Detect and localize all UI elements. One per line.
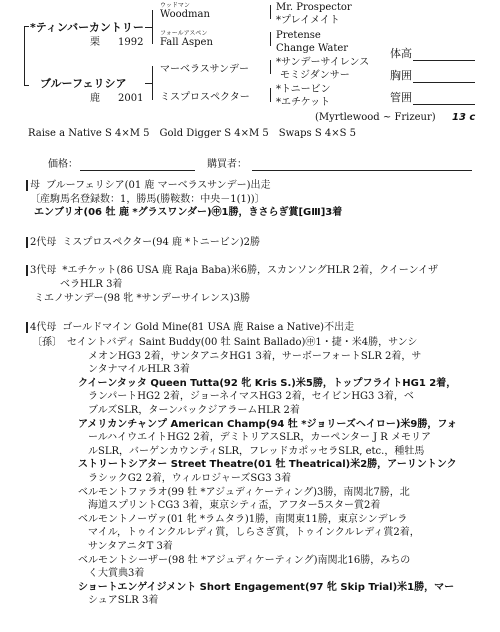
section-line: ールハイウエイトHG2 2着，デミトリアスSLR，カーペンター J R メモリア (88, 432, 432, 444)
buyer-field[interactable] (252, 170, 472, 171)
bracket-line (270, 5, 271, 19)
section-line: ミスプロスペクター(94 鹿 *トニービン)2勝 (62, 237, 261, 248)
price-label: 価格： (48, 159, 78, 170)
bracket-line (270, 32, 271, 46)
buyer-label: 購買者： (207, 159, 247, 170)
g3-item: *プレイメイト (276, 15, 340, 26)
g3-item: *トニービン (276, 84, 331, 95)
price-field[interactable] (80, 170, 195, 171)
sire-sire-ruby: ウッドマン (160, 2, 190, 9)
g3-item: Change Water (276, 43, 349, 54)
section-line: メオンHG3 2着，サンタアニタHG1 3着，サーボーフォートSLR 2着，サ (88, 350, 422, 362)
bracket-line (24, 26, 25, 86)
sire-sire-name: Woodman (160, 9, 210, 20)
section-line: ショートエンゲイジメント Short Engagement(97 牝 Skip Trial)米1勝，マー (78, 581, 455, 593)
section-line: く大賞典3着 (88, 568, 145, 580)
cannon-field[interactable] (413, 104, 475, 105)
bracket-line (24, 85, 29, 86)
section-line: ストリートシアター Street Theatre(01 牡 Theatrical)米2勝，アーリントンク (78, 459, 457, 471)
section-line: エンブリオ(06 牡 鹿 *グラスワンダー)㊥1勝，きさらぎ賞[GⅢ]3着 (34, 207, 343, 218)
pedigree-extra: (Myrtlewood ~ Frizeur) (315, 112, 436, 123)
bracket-line (270, 60, 271, 74)
section-line: ブルズSLR，ターンバックジアラームHLR 2着 (88, 405, 300, 416)
section-line: アメリカンチャンプ American Champ(94 牡 *ジョリーズヘイロー)米9勝，フォ (78, 418, 457, 430)
girth-label: 胸囲 (390, 69, 412, 82)
g3-item: Pretense (276, 30, 321, 41)
section-line: ゴールドマイン Gold Mine(81 USA 鹿 Raise a Native)不出走 (62, 322, 355, 333)
bracket-line (152, 66, 153, 100)
sire-name: *ティンバーカントリー (30, 21, 144, 34)
sire-color: 栗 (90, 37, 100, 48)
cannon-label: 管囲 (390, 91, 412, 104)
g3-item: *エチケット (276, 97, 331, 108)
section-label: 4代母 (26, 322, 56, 333)
section-line: 〔産駒馬名登録数：1，勝馬(勝鞍数：中央－1(1))〕 (30, 194, 265, 205)
section-line: ベルモントファラオ(99 牡 *アジュディケーティング)3勝，南関北7勝，北 (78, 486, 410, 498)
section-line: ベルモントシーザー(98 牡 *アジュディケーティング)南関北16勝，みちの (78, 554, 411, 566)
g3-item: Mr. Prospector (276, 2, 352, 13)
bracket-line (270, 88, 271, 102)
section-2nd-dam (26, 238, 260, 248)
sire-dam-ruby: フォールアスペン (160, 30, 208, 37)
section-line: *エチケット(86 USA 鹿 Raja Baba)米6勝，スカンソングHLR 2着，クイーンイザ (62, 265, 439, 276)
g3-item: *サンデーサイレンス (276, 57, 370, 68)
section-label: 3代母 (26, 265, 56, 276)
dam-name: ブルーフェリシア (40, 77, 127, 90)
section-line: ベルモントノーヴァ(01 牝 *ラムタラ)1勝，南関東11勝，東京シンデレラ (78, 513, 408, 525)
section-line: サンタアニタT 3着 (88, 541, 173, 552)
bracket-line (145, 83, 152, 84)
section-line: 〔孫〕 セイントバディ Saint Buddy(00 牡 Saint Ballado)㊥1・捷・米4勝，サンシ (32, 337, 418, 348)
sire-year: 1992 (118, 37, 144, 48)
section-line: ラシックG2 2着，ウィルロジャーズSG3 3着 (88, 473, 292, 484)
girth-field[interactable] (413, 82, 475, 83)
dam-dam-name: ミスプロスペクター (160, 92, 250, 103)
section-line: ンタナマイルHLR 3着 (88, 364, 190, 376)
section-label: 母 (26, 180, 40, 191)
dam-color: 鹿 (90, 93, 100, 104)
section-line: ミエノサンデー(98 牝 *サンデーサイレンス)3勝 (34, 293, 250, 304)
height-label: 体高 (390, 47, 412, 60)
bracket-line (24, 26, 29, 27)
section-line: ベラHLR 3着 (60, 279, 123, 290)
family-number: 13 c (452, 112, 476, 123)
section-line: ルSLR，バーゲンカウンティSLR，フレッドカポッセラSLR, etc.，種牡馬 (88, 445, 425, 457)
inbreeding: Raise a Native S 4×M 5 Gold Digger S 4×M 5 Swaps S 4×S 5 (28, 128, 356, 139)
section-line: マイル，トゥインクルレディ賞，しらさぎ賞，トゥインクルレディ賞2着， (88, 527, 420, 539)
bracket-line (145, 27, 152, 28)
section-line: ブルーフェリシア(01 鹿 マーベラスサンデー)出走 (46, 180, 271, 191)
sire-dam-name: Fall Aspen (160, 37, 213, 48)
section-3rd-dam (26, 266, 438, 276)
section-line: シュアSLR 3着 (88, 595, 159, 607)
section-line: クイーンタッタ Queen Tutta(92 牝 Kris S.)米5勝，トップフライトHG1 2着， (78, 377, 457, 389)
dam-sire-name: マーベラスサンデー (160, 64, 249, 75)
section-4th-dam (26, 323, 354, 333)
section-label: 2代母 (26, 237, 56, 248)
section-dam (26, 181, 271, 191)
height-field[interactable] (413, 60, 475, 61)
dam-year: 2001 (118, 93, 144, 104)
bracket-line (152, 10, 153, 44)
section-line: ランパートHG2 2着，ジョーネイマスHG3 2着，セイビンHG3 3着，ベ (88, 391, 414, 403)
section-line: 海道スプリントCG3 3着，東京シティ盃，アフター5スター賞2着 (88, 500, 381, 512)
g3-item: モミジダンサー (280, 70, 350, 81)
